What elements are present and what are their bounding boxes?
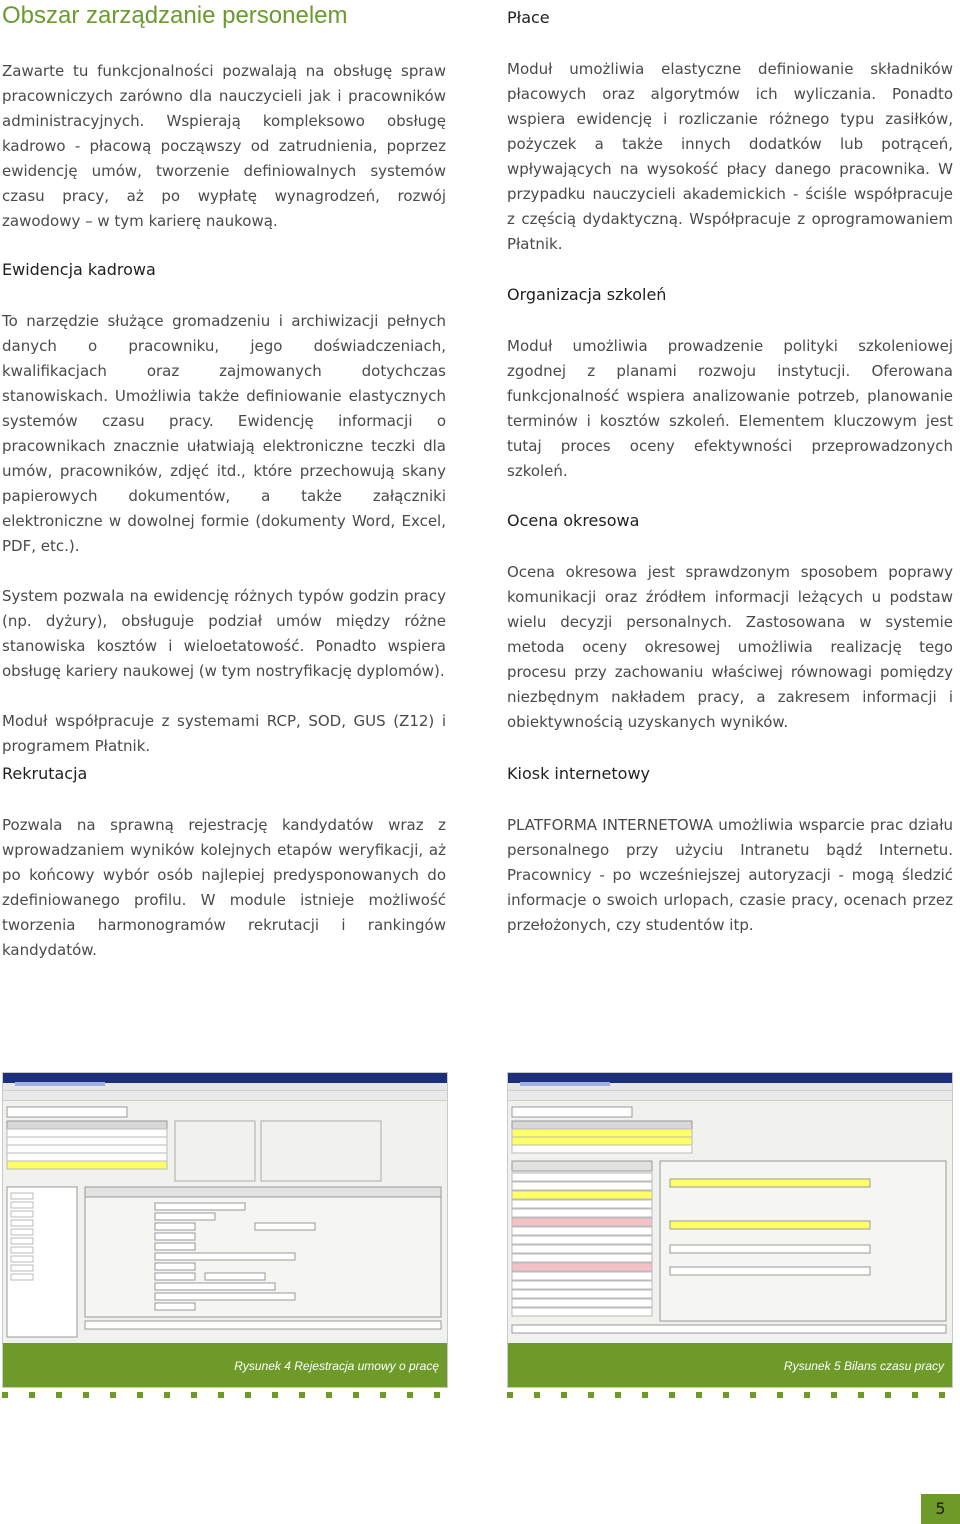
section-heading: Rekrutacja <box>2 764 88 783</box>
section-paragraph: Ocena okresowa jest sprawdzonym sposobem poprawy komunikacji oraz źródłem informacji leżących u podstaw wielu decyzji personalnych. Zastosowana w systemie metoda oceny okresowej umożliwia realizację tego procesu przy zachowaniu właściwej równowagi pomiędzy niezbędnym nakładem pracy, a zakresem informacji i obiektywnością uzyskanych wyników. <box>507 563 953 731</box>
window-title-bar <box>508 1073 952 1083</box>
page-title: Obszar zarządzanie personelem <box>2 2 348 29</box>
section-paragraph: Pozwala na sprawną rejestrację kandydatów wraz z wprowadzaniem wyników kolejnych etapów weryfikacji, aż po końcowy wybór osób najlepiej predysponowanych do zdefiniowanego profilu. W module istnieje możliwość tworzenia harmonogramów rekrutacji i rankingów kandydatów. <box>2 816 446 959</box>
dotted-rule-left <box>2 1392 448 1400</box>
window-body <box>510 1103 950 1343</box>
figure-caption: Rysunek 4 Rejestracja umowy o pracę <box>234 1359 439 1373</box>
section-paragraph: Moduł umożliwia prowadzenie polityki szkoleniowej zgodnej z planami rozwoju instytucji. Oferowana funkcjonalność wspiera analizowanie potrzeb, planowanie terminów i kosztów szkoleń. Elementem kluczowym jest tutaj proces oceny efektywności przeprowadzonych szkoleń. <box>507 337 953 480</box>
figure-caption-band <box>508 1343 952 1387</box>
section-paragraph: PLATFORMA INTERNETOWA umożliwia wsparcie prac działu personalnego przy użyciu Intranetu bądź Internetu. Pracownicy - po wcześniejszej autoryzacji - mogą śledzić informacje o swoich urlopach, czasie pracy, ocenach przez przełożonych, czy studentów itp. <box>507 816 953 934</box>
intro-section <box>2 59 446 234</box>
section-paragraph: Moduł umożliwia elastyczne definiowanie składników płacowych oraz algorytmów ich wyliczania. Ponadto wspiera ewidencję i rozliczanie różnego typu zasiłków, pożyczek a także innych dodatków lub potrąceń, wpływających na wysokość płacy danego pracownika. W przypadku nauczycieli akademickich - ściśle współpracuje z częścią dydaktyczną. Współpracuje z oprogramowaniem Płatnik. <box>507 60 953 253</box>
section-heading: Płace <box>507 8 550 27</box>
section-szkolenia <box>507 285 953 484</box>
section-ewidencja <box>2 260 446 759</box>
figure-caption: Rysunek 5 Bilans czasu pracy <box>783 1359 944 1373</box>
screenshot-content <box>510 1103 950 1341</box>
screenshot-content <box>5 1103 445 1341</box>
section-paragraph: System pozwala na ewidencję różnych typów godzin pracy (np. dyżury), obsługuje podział umów między różne stanowiska kosztów i wieloetatowość. Ponadto wspiera obsługę kariery naukowej (w tym nostryfikację dyplomów). <box>2 587 446 680</box>
figure-caption-band <box>3 1343 447 1387</box>
section-kiosk <box>507 764 953 938</box>
section-heading: Organizacja szkoleń <box>507 285 667 304</box>
window-toolbar <box>508 1091 952 1101</box>
section-heading: Kiosk internetowy <box>507 764 651 783</box>
section-paragraph: To narzędzie służące gromadzeniu i archiwizacji pełnych danych o pracowniku, jego doświadczeniach, kwalifikacjach oraz zajmowanych dotychczas stanowiskach. Umożliwia także definiowanie elastycznych systemów czasu pracy. Ewidencję informacji o pracownikach znacznie ułatwiają elektroniczne teczki dla umów, pracowników, zdjęć itd., które przechowują skany papierowych dokumentów, a także załączniki elektroniczne w dowolnej formie (dokumenty Word, Excel, PDF, etc.). <box>2 312 446 555</box>
section-heading: Ocena okresowa <box>507 511 640 530</box>
dotted-rule-right <box>507 1392 953 1400</box>
window-toolbar <box>3 1091 447 1101</box>
page-number: 5 <box>921 1494 960 1524</box>
section-place <box>507 8 953 257</box>
section-heading: Ewidencja kadrowa <box>2 260 156 279</box>
section-rekrutacja <box>2 764 446 963</box>
intro-paragraph: Zawarte tu funkcjonalności pozwalają na obsługę spraw pracowniczych zarówno dla nauczycieli jak i pracowników administracyjnych. Wspierają kompleksowo obsługę kadrowo - płacową począwszy od zatrudnienia, poprzez ewidencję umów, tworzenie definiowalnych systemów czasu pracy, aż po wypłatę wynagrodzeń, rozwój zawodowy – w tym karierę naukową. <box>2 62 446 230</box>
window-body <box>5 1103 445 1343</box>
figure-screenshot-rejestracja <box>2 1072 448 1388</box>
section-ocena <box>507 511 953 735</box>
figure-screenshot-bilans <box>507 1072 953 1388</box>
section-paragraph: Moduł współpracuje z systemami RCP, SOD, GUS (Z12) i programem Płatnik. <box>2 712 446 755</box>
window-title-bar <box>3 1073 447 1083</box>
